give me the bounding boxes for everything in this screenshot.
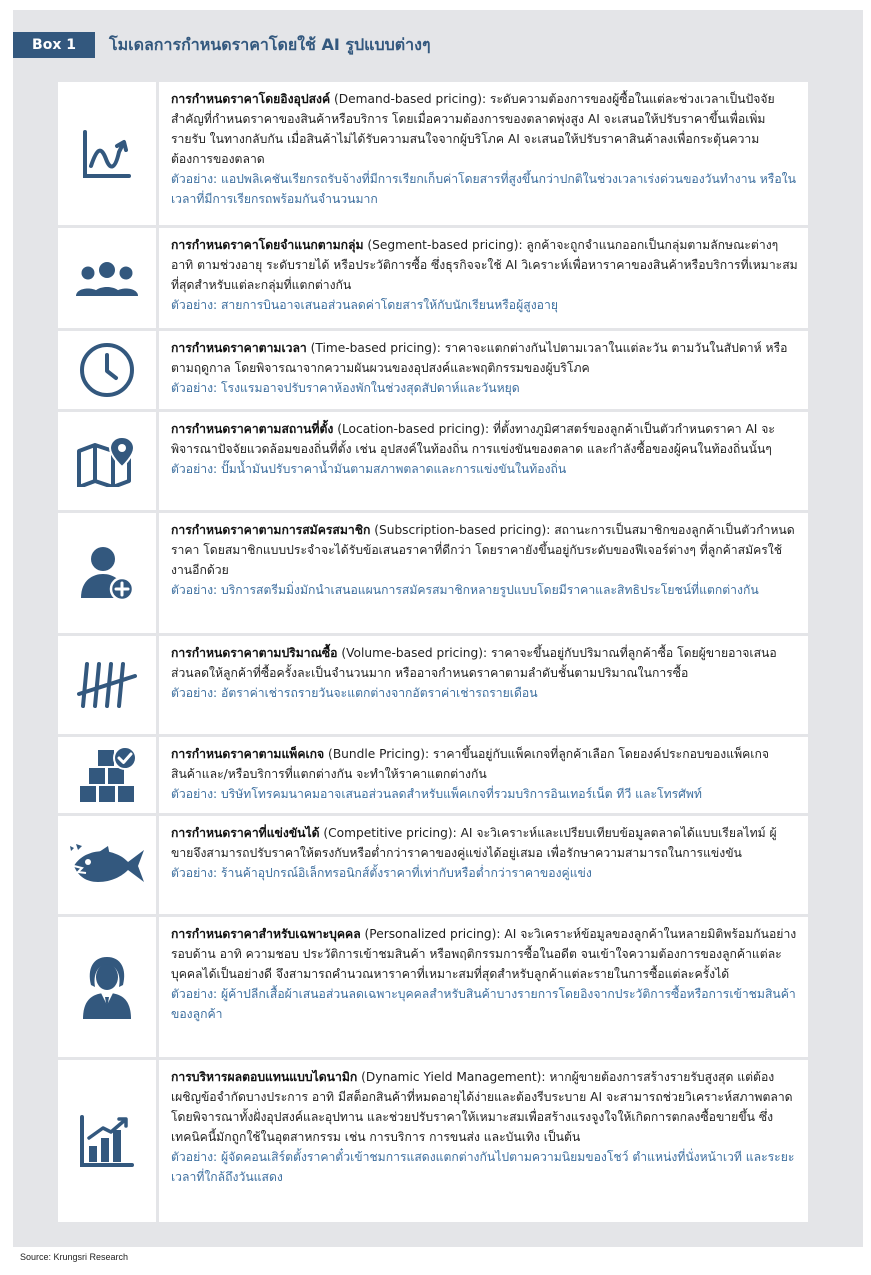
row-text xyxy=(159,636,808,734)
row-example: ตัวอย่าง: แอปพลิเคชันเรียกรถรับจ้างที่มีการเรียกเก็บค่าโดยสารที่สูงขึ้นกว่าปกติในช่วงเวลาเร่งด่วนของวันทำงาน หรือในเวลาที่มีการเรียกรถพร้อมกันจำนวนมาก xyxy=(171,172,796,206)
row-body: (Location-based pricing): ที่ตั้งทางภูมิศาสตร์ของลูกค้าเป็นตัวกำหนดราคา AI จะพิจารณาปัจจัยแวดล้อมของถิ่นที่ตั้ง เช่น อุปสงค์ในท้องถิ่น การแข่งขันของตลาด และกำลังซื้อของผู้คนในท้องถิ่นนั้นๆ xyxy=(171,422,775,456)
box-title: โมเดลการกำหนดราคาโดยใช้ AI รูปแบบต่างๆ xyxy=(109,35,431,54)
box-label: Box 1 xyxy=(13,32,95,58)
fish-icon xyxy=(58,816,156,914)
row-body: (Bundle Pricing): ราคาขึ้นอยู่กับแพ็คเกจที่ลูกค้าเลือก โดยองค์ประกอบของแพ็คเกจสินค้าและ/หรือบริการที่แตกต่างกัน จะทำให้ราคาแตกต่างกัน xyxy=(171,747,769,781)
box-panel xyxy=(13,10,863,1247)
row-body: (Dynamic Yield Management): หากผู้ขายต้องการสร้างรายรับสูงสุด แต่ต้องเผชิญข้อจำกัดบางประการ อาทิ มีสต็อกสินค้าที่หมดอายุได้ง่ายและต้องรีบระบาย AI จะสามารถช่วยวิเคราะห์สภาพตลาดโดยพิจารณาทั้งฝั่งอุปสงค์และอุปทาน และช่วยปรับราคาให้เหมาะสมเพื่อสร้างแรงจูงใจให้เกิดการตกลงซื้อขายขึ้น ซึ่งเทคนิคนี้มักถูกใช้ในอุตสาหกรรม เช่น การบริการ การขนส่ง และบันเทิง เป็นต้น xyxy=(171,1070,793,1144)
row-heading: การกำหนดราคาตามสถานที่ตั้ง xyxy=(171,422,334,436)
woman-person-icon xyxy=(58,917,156,1057)
row-example: ตัวอย่าง: อัตราค่าเช่ารถรายวันจะแตกต่างจากอัตราค่าเช่ารถรายเดือน xyxy=(171,686,538,700)
row-heading: การบริหารผลตอบแทนแบบไดนามิก xyxy=(171,1070,358,1084)
row-heading: การกำหนดราคาที่แข่งขันได้ xyxy=(171,826,320,840)
row-body: (Subscription-based pricing): สถานะการเป็นสมาชิกของลูกค้าเป็นตัวกำหนดราคา โดยสมาชิกแบบประจำจะได้รับข้อเสนอราคาที่ดีกว่า โดยราคายังขึ้นอยู่กับระดับของฟีเจอร์ต่างๆ ที่ลูกค้าสมัครใช้งานอีกด้วย xyxy=(171,523,795,577)
source-note: Source: Krungsri Research xyxy=(20,1252,129,1262)
clock-icon xyxy=(58,331,156,409)
list-item xyxy=(58,331,808,409)
map-pin-icon xyxy=(58,412,156,510)
row-example: ตัวอย่าง: ปั๊มน้ำมันปรับราคาน้ำมันตามสภาพตลาดและการแข่งขันในท้องถิ่น xyxy=(171,462,567,476)
row-body: (Time-based pricing): ราคาจะแตกต่างกันไปตามเวลาในแต่ละวัน ตามวันในสัปดาห์ หรือตามฤดูกาล โดยพิจารณาจากความผันผวนของอุปสงค์และพฤติกรรมของผู้บริโภค xyxy=(171,341,788,375)
row-example: ตัวอย่าง: สายการบินอาจเสนอส่วนลดค่าโดยสารให้กับนักเรียนหรือผู้สูงอายุ xyxy=(171,298,558,312)
tally-marks-icon xyxy=(58,636,156,734)
row-example: ตัวอย่าง: ร้านค้าอุปกรณ์อิเล็กทรอนิกส์ตั้งราคาที่เท่ากับหรือต่ำกว่าราคาของคู่แข่ง xyxy=(171,866,592,880)
trend-wave-icon xyxy=(58,82,156,225)
row-heading: การกำหนดราคาโดยจำแนกตามกลุ่ม xyxy=(171,238,364,252)
row-example: ตัวอย่าง: บริการสตรีมมิ่งมักนำเสนอแผนการสมัครสมาชิกหลายรูปแบบโดยมีราคาและสิทธิประโยชน์ที่แตกต่างกัน xyxy=(171,583,759,597)
row-heading: การกำหนดราคาสำหรับเฉพาะบุคคล xyxy=(171,927,361,941)
row-heading: การกำหนดราคาตามการสมัครสมาชิก xyxy=(171,523,371,537)
list-item xyxy=(58,737,808,813)
list-item xyxy=(58,917,808,1057)
row-text xyxy=(159,737,808,813)
row-text xyxy=(159,82,808,225)
row-body: (Segment-based pricing): ลูกค้าจะถูกจำแนกออกเป็นกลุ่มตามลักษณะต่างๆ อาทิ ตามช่วงอายุ ระดับรายได้ หรือประวัติการซื้อ ซึ่งธุรกิจจะใช้ AI วิเคราะห์เพื่อหาราคาของสินค้าหรือบริการที่เหมาะสมที่สุดสำหรับแต่ละกลุ่มที่แตกต่างกัน xyxy=(171,238,798,292)
row-body: (Volume-based pricing): ราคาจะขึ้นอยู่กับปริมาณที่ลูกค้าซื้อ โดยผู้ขายอาจเสนอส่วนลดให้ลูกค้าที่ซื้อครั้งละเป็นจำนวนมาก หรืออาจกำหนดราคาตามลำดับชั้นตามปริมาณในการซื้อ xyxy=(171,646,777,680)
row-heading: การกำหนดราคาตามแพ็คเกจ xyxy=(171,747,325,761)
list-item xyxy=(58,228,808,328)
boxes-check-icon xyxy=(58,737,156,813)
list-item xyxy=(58,1060,808,1222)
row-text xyxy=(159,513,808,633)
pricing-model-list xyxy=(58,82,808,1225)
user-group-icon xyxy=(58,228,156,328)
row-text xyxy=(159,228,808,328)
row-heading: การกำหนดราคาตามเวลา xyxy=(171,341,307,355)
row-example: ตัวอย่าง: โรงแรมอาจปรับราคาห้องพักในช่วงสุดสัปดาห์และวันหยุด xyxy=(171,381,520,395)
row-heading: การกำหนดราคาตามปริมาณซื้อ xyxy=(171,646,338,660)
list-item xyxy=(58,816,808,914)
row-body: (Personalized pricing): AI จะวิเคราะห์ข้อมูลของลูกค้าในหลายมิติพร้อมกันอย่างรอบด้าน อาทิ ความชอบ ประวัติการเข้าชมสินค้า หรือพฤติกรรมการซื้อในอดีต จนเข้าใจความต้องการของลูกค้าแต่ละบุคคลได้เป็นอย่างดี จึงสามารถคำนวณหาราคาที่เหมาะสมที่สุดสำหรับลูกค้าแต่ละรายในการซื้อแต่ละครั้งได้ xyxy=(171,927,797,981)
row-example: ตัวอย่าง: ผู้จัดคอนเสิร์ตตั้งราคาตั๋วเข้าชมการแสดงแตกต่างกันไปตามความนิยมของโชว์ ตำแหน่งที่นั่งหน้าเวที และระยะเวลาที่ใกล้ถึงวันแสดง xyxy=(171,1150,795,1184)
box-header xyxy=(13,32,863,58)
row-body: (Demand-based pricing): ระดับความต้องการของผู้ซื้อในแต่ละช่วงเวลาเป็นปัจจัยสำคัญที่กำหนดราคาของสินค้าหรือบริการ โดยเมื่อความต้องการของตลาดพุ่งสูง AI จะเสนอให้ปรับราคาขึ้นเพื่อเพิ่มรายรับ ในทางกลับกัน เมื่อสินค้าไม่ได้รับความสนใจจากผู้บริโภค AI จะเสนอให้ปรับราคาสินค้าลงเพื่อกระตุ้นความต้องการของตลาด xyxy=(171,92,775,166)
row-text xyxy=(159,412,808,510)
row-text xyxy=(159,816,808,914)
row-body: (Competitive pricing): AI จะวิเคราะห์และเปรียบเทียบข้อมูลตลาดได้แบบเรียลไทม์ ผู้ขายจึงสามารถปรับราคาให้ตรงกับหรือต่ำกว่าราคาของคู่แข่งได้อยู่เสมอ เพื่อรักษาความสามารถในการแข่งขัน xyxy=(171,826,777,860)
row-text xyxy=(159,917,808,1057)
list-item xyxy=(58,412,808,510)
row-example: ตัวอย่าง: บริษัทโทรคมนาคมอาจเสนอส่วนลดสำหรับแพ็คเกจที่รวมบริการอินเทอร์เน็ต ทีวี และโทรศัพท์ xyxy=(171,787,702,801)
row-text xyxy=(159,331,808,409)
list-item xyxy=(58,513,808,633)
bar-growth-icon xyxy=(58,1060,156,1222)
user-add-icon xyxy=(58,513,156,633)
row-example: ตัวอย่าง: ผู้ค้าปลีกเสื้อผ้าเสนอส่วนลดเฉพาะบุคคลสำหรับสินค้าบางรายการโดยอิงจากประวัติการซื้อหรือการเข้าชมสินค้าของลูกค้า xyxy=(171,987,796,1021)
row-text xyxy=(159,1060,808,1222)
list-item xyxy=(58,636,808,734)
list-item xyxy=(58,82,808,225)
row-heading: การกำหนดราคาโดยอิงอุปสงค์ xyxy=(171,92,331,106)
